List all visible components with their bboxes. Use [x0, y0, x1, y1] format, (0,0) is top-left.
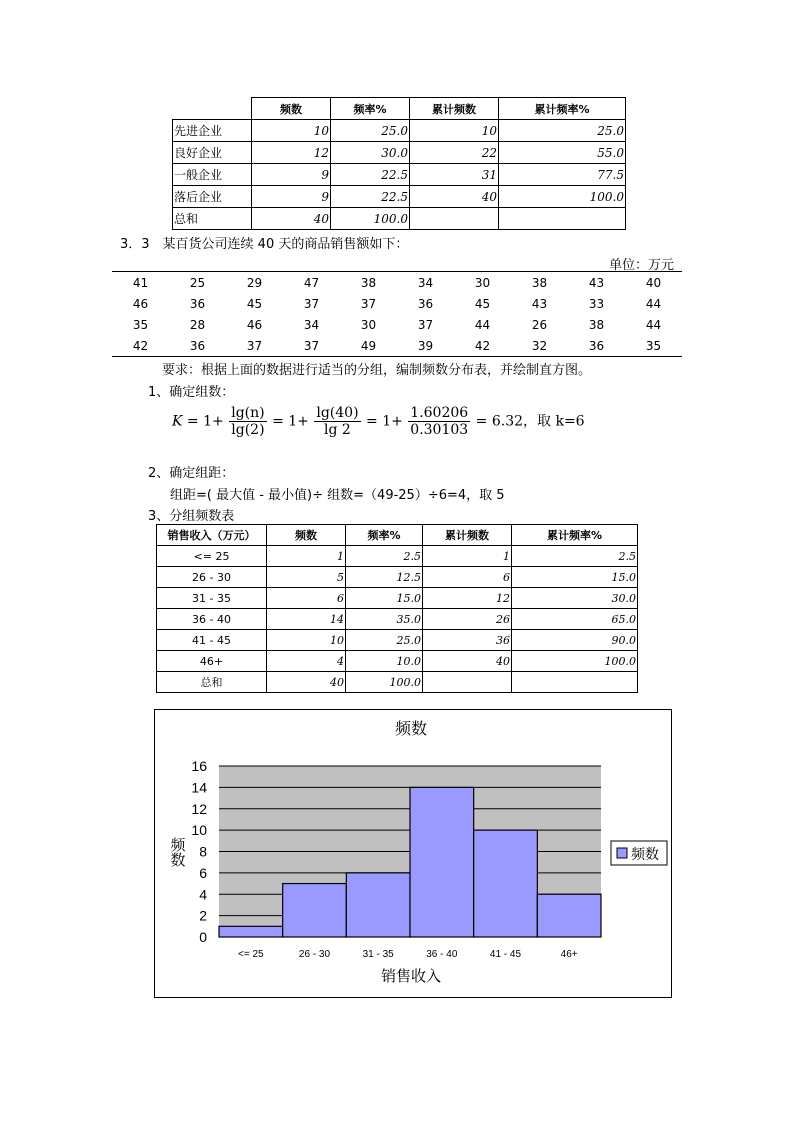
formula-fraction [314, 405, 360, 438]
table-cell: 10 [410, 120, 499, 142]
table-cell: 40 [410, 186, 499, 208]
table-row [173, 142, 626, 164]
enterprise-frequency-table [172, 97, 626, 230]
table-row [157, 630, 638, 651]
data-cell: 37 [226, 335, 283, 357]
table-header-row [173, 98, 626, 120]
grouped-frequency-table [156, 524, 638, 693]
x-tick-label: 31 - 35 [362, 949, 394, 960]
table-header-cell: 累计频率% [499, 98, 626, 120]
table-cell: 22.5 [331, 186, 410, 208]
table-cell: 1 [423, 546, 512, 567]
y-tick-label: 8 [199, 843, 207, 860]
table-cell [499, 208, 626, 230]
requirement-text: 要求：根据上面的数据进行适当的分组，编制频数分布表，并绘制直方图。 [162, 363, 592, 378]
table-header-cell: 累计频率% [512, 525, 638, 546]
data-cell: 40 [625, 272, 682, 294]
data-cell: 38 [588, 317, 605, 332]
table-row [157, 672, 638, 693]
table-row [173, 208, 626, 230]
group-label: 41 - 45 [157, 630, 267, 651]
row-label: 先进企业 [173, 120, 252, 142]
table-cell: 35.0 [346, 609, 423, 630]
table-header-cell: 频数 [267, 525, 346, 546]
group-label: 31 - 35 [157, 588, 267, 609]
formula-result: = 6.32，取 k=6 [475, 413, 585, 430]
data-cell: 34 [397, 272, 454, 294]
data-cell: 35 [132, 317, 149, 332]
row-label: 一般企业 [173, 164, 252, 186]
histogram-bar [474, 830, 538, 937]
y-tick-label: 14 [191, 779, 207, 796]
table-row [157, 546, 638, 567]
group-label: <= 25 [157, 546, 267, 567]
table-header-cell: 频数 [252, 98, 331, 120]
data-cell: 38 [511, 272, 568, 294]
data-cell: 44 [645, 296, 662, 311]
formula-number: 1 [288, 413, 298, 430]
formula-operator: = [366, 413, 378, 430]
table-header-cell: 销售收入（万元） [157, 525, 267, 546]
table-header-cell: 频率% [331, 98, 410, 120]
table-row [157, 588, 638, 609]
table-cell [423, 672, 512, 693]
table-cell: 22.5 [331, 164, 410, 186]
table-cell: 25.0 [499, 120, 626, 142]
table-cell: 6 [267, 588, 346, 609]
table-row [112, 335, 682, 357]
table-cell: 40 [252, 208, 331, 230]
histogram-svg [155, 710, 671, 997]
table-cell: 40 [423, 651, 512, 672]
y-tick-label: 12 [191, 800, 207, 817]
data-cell: 35 [625, 335, 682, 357]
y-tick-label: 16 [191, 758, 207, 774]
data-cell: 30 [360, 317, 377, 332]
data-cell: 42 [454, 335, 511, 357]
data-cell: 36 [417, 296, 434, 311]
data-cell: 41 [112, 272, 169, 294]
table-row [112, 293, 682, 314]
table-cell: 30.0 [512, 588, 638, 609]
table-cell: 10 [252, 120, 331, 142]
histogram-bar [219, 926, 283, 937]
y-tick-label: 2 [199, 907, 207, 924]
table-row [112, 314, 682, 335]
formula-operator: = [272, 413, 284, 430]
row-label: 总和 [173, 208, 252, 230]
table-cell: 1 [267, 546, 346, 567]
x-tick-label: <= 25 [238, 949, 264, 960]
x-tick-label: 36 - 40 [426, 949, 458, 960]
chart-title: 频数 [394, 721, 428, 738]
data-cell: 30 [454, 272, 511, 294]
table-cell: 65.0 [512, 609, 638, 630]
table-cell: 36 [423, 630, 512, 651]
fraction-denominator: lg(2) [231, 422, 265, 438]
histogram-bar [537, 894, 601, 937]
data-cell: 26 [531, 317, 548, 332]
data-cell: 49 [340, 335, 397, 357]
legend-label: 频数 [631, 846, 659, 862]
fraction-denominator: 0.30103 [410, 422, 469, 438]
table-cell: 14 [267, 609, 346, 630]
step2-detail: 组距=( 最大值 - 最小值)÷ 组数=（49-25）÷6=4，取 5 [170, 488, 505, 503]
group-label: 46+ [157, 651, 267, 672]
fraction-denominator: lg 2 [324, 422, 351, 438]
table-header-cell: 累计频数 [410, 98, 499, 120]
y-tick-label: 6 [199, 864, 207, 881]
data-cell: 43 [568, 272, 625, 294]
x-tick-label: 46+ [560, 949, 578, 960]
formula-operator: + [212, 413, 224, 430]
table-cell: 90.0 [512, 630, 638, 651]
fraction-numerator: lg(40) [316, 405, 359, 421]
formula-symbol: K [172, 413, 183, 430]
formula-number: 1 [203, 413, 213, 430]
histogram-bar [346, 873, 410, 937]
data-cell: 44 [645, 317, 662, 332]
histogram-chart [154, 709, 672, 998]
table-cell: 100.0 [512, 651, 638, 672]
table-header-row [157, 525, 638, 546]
data-cell: 36 [189, 296, 206, 311]
formula-number: 1 [382, 413, 392, 430]
data-cell: 25 [169, 272, 226, 294]
formula-fraction [408, 405, 470, 438]
table-cell: 15.0 [512, 567, 638, 588]
data-cell: 28 [189, 317, 206, 332]
table-row [157, 651, 638, 672]
step1-heading: 1、确定组数： [148, 385, 235, 400]
table-cell: 12 [423, 588, 512, 609]
row-label: 良好企业 [173, 142, 252, 164]
data-cell: 37 [283, 335, 340, 357]
data-cell: 45 [474, 296, 491, 311]
table-cell: 100.0 [346, 672, 423, 693]
table-header-cell: 累计频数 [423, 525, 512, 546]
table-cell: 10.0 [346, 651, 423, 672]
table-cell: 25.0 [331, 120, 410, 142]
table-cell: 6 [423, 567, 512, 588]
data-cell: 37 [417, 317, 434, 332]
data-cell: 34 [303, 317, 320, 332]
unit-label: 单位：万元 [608, 258, 674, 273]
table-header-cell [173, 98, 252, 120]
table-row [173, 164, 626, 186]
table-cell: 100.0 [331, 208, 410, 230]
row-label: 落后企业 [173, 186, 252, 208]
data-cell: 46 [246, 317, 263, 332]
data-cell: 43 [531, 296, 548, 311]
data-cell: 45 [246, 296, 263, 311]
data-cell: 37 [303, 296, 320, 311]
table-row [157, 609, 638, 630]
table-cell: 31 [410, 164, 499, 186]
table-cell: 26 [423, 609, 512, 630]
data-cell: 42 [112, 335, 169, 357]
data-cell: 32 [511, 335, 568, 357]
histogram-bar [410, 787, 474, 937]
table-cell: 10 [267, 630, 346, 651]
table-row [173, 186, 626, 208]
group-count-formula [172, 405, 585, 438]
y-tick-label: 0 [199, 929, 207, 945]
group-label: 36 - 40 [157, 609, 267, 630]
table-cell: 9 [252, 164, 331, 186]
data-cell: 36 [568, 335, 625, 357]
data-cell: 44 [474, 317, 491, 332]
table-cell: 15.0 [346, 588, 423, 609]
legend-swatch [617, 848, 627, 858]
x-tick-label: 26 - 30 [298, 949, 331, 960]
formula-operator: + [297, 413, 309, 430]
x-axis-title: 销售收入 [380, 968, 442, 985]
step2-heading: 2、确定组距： [148, 466, 235, 481]
formula-fraction [229, 405, 266, 438]
table-cell: 55.0 [499, 142, 626, 164]
table-cell: 12 [252, 142, 331, 164]
group-label: 26 - 30 [157, 567, 267, 588]
table-cell [512, 672, 638, 693]
y-tick-label: 10 [191, 822, 207, 839]
table-cell: 9 [252, 186, 331, 208]
table-row [112, 272, 682, 294]
table-cell: 12.5 [346, 567, 423, 588]
data-cell: 33 [588, 296, 605, 311]
table-cell: 30.0 [331, 142, 410, 164]
table-row [173, 120, 626, 142]
data-cell: 39 [397, 335, 454, 357]
fraction-numerator: 1.60206 [410, 405, 469, 421]
data-cell: 47 [283, 272, 340, 294]
table-cell: 5 [267, 567, 346, 588]
table-header-cell: 频率% [346, 525, 423, 546]
step3-heading: 3、分组频数表 [148, 509, 235, 524]
table-cell: 40 [267, 672, 346, 693]
histogram-bar [283, 884, 347, 937]
fraction-numerator: lg(n) [231, 405, 265, 421]
raw-sales-table [112, 271, 682, 357]
data-cell: 36 [169, 335, 226, 357]
table-row [157, 567, 638, 588]
data-cell: 29 [226, 272, 283, 294]
table-cell: 100.0 [499, 186, 626, 208]
section-heading: 3．3 某百货公司连续 40 天的商品销售额如下： [120, 237, 409, 252]
formula-operator: = [186, 413, 199, 430]
table-cell: 22 [410, 142, 499, 164]
x-tick-label: 41 - 45 [489, 949, 522, 960]
y-axis-title: 频数 [168, 837, 186, 867]
formula-operator: + [391, 413, 403, 430]
data-cell: 37 [360, 296, 377, 311]
table-cell: 2.5 [346, 546, 423, 567]
table-cell: 25.0 [346, 630, 423, 651]
group-label: 总和 [157, 672, 267, 693]
table-cell: 4 [267, 651, 346, 672]
table-cell: 77.5 [499, 164, 626, 186]
table-cell [410, 208, 499, 230]
y-tick-label: 4 [199, 886, 207, 903]
data-cell: 46 [132, 296, 149, 311]
table-cell: 2.5 [512, 546, 638, 567]
data-cell: 38 [340, 272, 397, 294]
